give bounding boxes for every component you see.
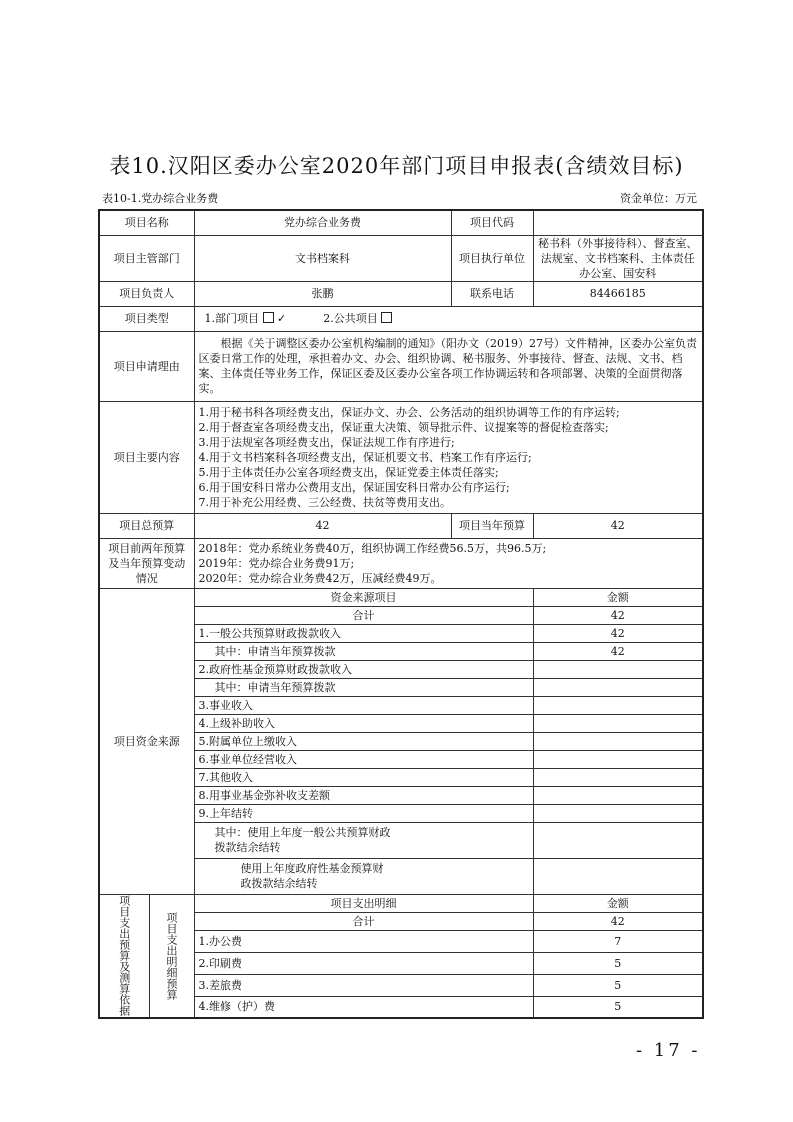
project-table (98, 209, 704, 1019)
fund-row-amount (533, 660, 703, 678)
value-total-budget: 42 (194, 513, 451, 538)
value-project-code (533, 210, 703, 235)
content-item: 2.用于督查室各项经费支出，保证重大决策、领导批示件、议提案等的督促检查落实; (198, 420, 609, 434)
fund-row-amount: 42 (533, 606, 703, 624)
content-item: 3.用于法规室各项经费支出，保证法规工作有序进行; (198, 435, 455, 449)
fund-row-amount (533, 696, 703, 714)
value-reason: 根据《关于调整区委办公室机构编制的通知》（阳办文（2019）27号）文件精神，区委办公室负责区委日常工作的处理，承担着办文、办会、组织协调、秘书服务、外事接待、督查、法规、文书、档案、主体责任等业务工作，保证区委及区委办公室各项工作协调运转和各项部署、决策的全面贯彻落实。 (194, 331, 703, 401)
expense-header-amount: 金额 (533, 894, 703, 912)
fund-row-amount (533, 768, 703, 786)
value-exec-unit: 秘书科（外事接待科）、督查室、法规室、文书档案科、主体责任办公室、国安科 (533, 235, 703, 281)
label-content: 项目主要内容 (99, 401, 194, 513)
fund-row-item: 3.事业收入 (194, 696, 533, 714)
fund-row-item: 4.上级补助收入 (194, 714, 533, 732)
content-item: 6.用于国安科日常办公费用支出，保证国安科日常办公有序运行; (198, 480, 510, 494)
check-mark-icon: ✓ (277, 312, 287, 325)
checkbox-public (381, 312, 392, 323)
label-type: 项目类型 (99, 306, 194, 331)
fund-row-item: 使用上年度政府性基金预算财政拨款结余结转 (194, 858, 533, 894)
label-detail: 项目支出明细预算 (149, 894, 194, 1018)
content-item: 4.用于文书档案科各项经费支出，保证机要文书、档案工作有序运行; (198, 450, 532, 464)
fund-row-amount: 42 (533, 642, 703, 660)
fund-row-amount (533, 804, 703, 822)
fund-row-item: 5.附属单位上缴收入 (194, 732, 533, 750)
value-project-name: 党办综合业务费 (194, 210, 451, 235)
fund-row-amount (533, 858, 703, 894)
fund-row-item: 其中：申请当年预算拨款 (194, 642, 533, 660)
value-content-list (194, 401, 703, 513)
value-department: 文书档案科 (194, 235, 451, 281)
value-budget-change (194, 538, 703, 588)
value-leader: 张鹏 (194, 281, 451, 306)
label-total-budget: 项目总预算 (99, 513, 194, 538)
label-leader: 项目负责人 (99, 281, 194, 306)
page-title: 表10.汉阳区委办公室2020年部门项目申报表(含绩效目标) (109, 154, 684, 178)
label-basis: 项目支出预算及测算依据 (99, 894, 149, 1018)
type-option-department: 1.部门项目 (204, 312, 259, 325)
content-item: 1.用于秘书科各项经费支出，保证办文、办会、公务活动的组织协调等工作的有序运转; (198, 405, 620, 419)
fund-header-amount: 金额 (533, 588, 703, 606)
fund-row-amount (533, 750, 703, 768)
table-subtitle: 表10-1.党办综合业务费 (102, 192, 219, 205)
fund-row-amount (533, 786, 703, 804)
label-project-name: 项目名称 (99, 210, 194, 235)
fund-row-item: 8.用事业基金弥补收支差额 (194, 786, 533, 804)
label-fund-source: 项目资金来源 (99, 588, 194, 894)
fund-row-item: 合计 (194, 606, 533, 624)
type-option-public: 2.公共项目 (323, 312, 378, 325)
fund-row-amount (533, 822, 703, 858)
fund-row-item: 6.事业单位经营收入 (194, 750, 533, 768)
content-item: 7.用于补充公用经费、三公经费、扶贫等费用支出。 (198, 495, 451, 509)
fund-row-item: 9.上年结转 (194, 804, 533, 822)
fund-row-amount (533, 714, 703, 732)
label-phone: 联系电话 (451, 281, 533, 306)
fund-row-amount (533, 732, 703, 750)
budget-change-item: 2020年：党办综合业务费42万，压减经费49万。 (198, 571, 442, 585)
page-number: - 17 - (636, 1040, 701, 1061)
unit-label: 资金单位：万元 (620, 192, 697, 205)
value-phone: 84466185 (533, 281, 703, 306)
expense-row-amount: 5 (533, 974, 703, 996)
value-type (194, 306, 703, 331)
content-item: 5.用于主体责任办公室各项经费支出，保证党委主体责任落实; (198, 465, 499, 479)
fund-row-item: 1.一般公共预算财政拨款收入 (194, 624, 533, 642)
label-reason: 项目申请理由 (99, 331, 194, 401)
fund-header-item: 资金来源项目 (194, 588, 533, 606)
budget-change-item: 2018年：党办系统业务费40万，组织协调工作经费56.5万，共96.5万; (198, 541, 547, 555)
expense-row-item: 1.办公费 (194, 930, 533, 952)
expense-row-amount: 7 (533, 930, 703, 952)
fund-row-item: 7.其他收入 (194, 768, 533, 786)
fund-row-item: 其中：申请当年预算拨款 (194, 678, 533, 696)
label-exec-unit: 项目执行单位 (451, 235, 533, 281)
label-budget-change: 项目前两年预算及当年预算变动情况 (99, 538, 194, 588)
fund-row-amount (533, 678, 703, 696)
expense-row-amount: 42 (533, 912, 703, 930)
expense-row-item: 2.印刷费 (194, 952, 533, 974)
expense-row-amount: 5 (533, 952, 703, 974)
fund-row-item: 其中：使用上年度一般公共预算财政拨款结余结转 (194, 822, 533, 858)
fund-row-item: 2.政府性基金预算财政拨款收入 (194, 660, 533, 678)
label-project-code: 项目代码 (451, 210, 533, 235)
fund-row-amount: 42 (533, 624, 703, 642)
expense-header-item: 项目支出明细 (194, 894, 533, 912)
expense-row-item: 4.维修（护）费 (194, 996, 533, 1018)
checkbox-department (263, 312, 274, 323)
value-current-budget: 42 (533, 513, 703, 538)
expense-row-item: 3.差旅费 (194, 974, 533, 996)
label-department: 项目主管部门 (99, 235, 194, 281)
budget-change-item: 2019年：党办综合业务费91万; (198, 556, 355, 570)
expense-row-amount: 5 (533, 996, 703, 1018)
label-current-budget: 项目当年预算 (451, 513, 533, 538)
expense-row-item: 合计 (194, 912, 533, 930)
